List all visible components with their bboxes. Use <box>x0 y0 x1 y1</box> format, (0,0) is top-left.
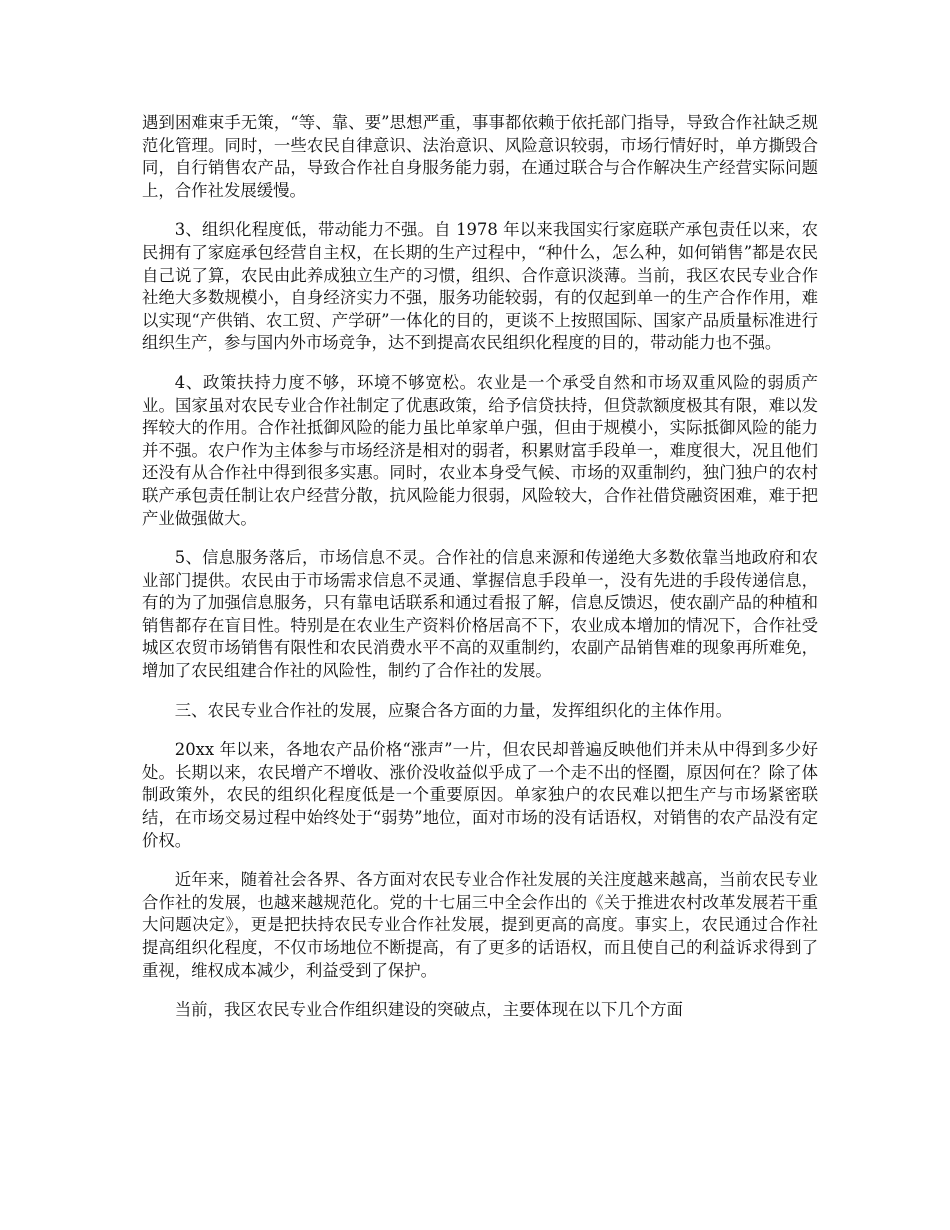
document-body <box>142 112 818 1039</box>
paragraph-point-4: 4、政策扶持力度不够，环境不够宽松。农业是一个承受自然和市场双重风险的弱质产业。国家虽对农民专业合作社制定了优惠政策，给予信贷扶持，但贷款额度极其有限，难以发挥较大的作用。合作社抵御风险的能力虽比单家单户强，但由于规模小，实际抵御风险的能力并不强。农户作为主体参与市场经济是相对的弱者，积累财富手段单一，难度很大，况且他们还没有从合作社中得到很多实惠。同时，农业本身受气候、市场的双重制约，独门独户的农村联产承包责任制让农户经营分散，抗风险能力很弱，风险较大，合作社借贷融资困难，难于把产业做强做大。 <box>142 372 818 528</box>
paragraph-point-3: 3、组织化程度低，带动能力不强。自 1978 年以来我国实行家庭联产承包责任以来，农民拥有了家庭承包经营自主权，在长期的生产过程中，“种什么，怎么种，如何销售”都是农民自己说了算，农民由此养成独立生产的习惯，组织、合作意识淡薄。当前，我区农民专业合作社绝大多数规模小，自身经济实力不强，服务功能较弱，有的仅起到单一的生产合作作用，难以实现“产供销、农工贸、产学研”一体化的目的，更谈不上按照国际、国家产品质量标准进行组织生产，参与国内外市场竞争，达不到提高农民组织化程度的目的，带动能力也不强。 <box>142 220 818 353</box>
paragraph-price-rise: 20xx 年以来，各地农产品价格“涨声”一片，但农民却普遍反映他们并未从中得到多少好处。长期以来，农民增产不增收、涨价没收益似乎成了一个走不出的怪圈，原因何在？除了体制政策外，农民的组织化程度低是一个重要原因。单家独户的农民难以把生产与市场紧密联结，在市场交易过程中始终处于“弱势”地位，面对市场的没有话语权，对销售的农产品没有定价权。 <box>142 740 818 850</box>
paragraph-point-5: 5、信息服务落后，市场信息不灵。合作社的信息来源和传递绝大多数依靠当地政府和农业部门提供。农民由于市场需求信息不灵通、掌握信息手段单一，没有先进的手段传递信息，有的为了加强信息服务，只有靠电话联系和通过看报了解，信息反馈迟，使农副产品的种植和销售都存在盲目性。特别是在农业生产资料价格居高不下，农业成本增加的情况下，合作社受城区农贸市场销售有限性和农民消费水平不高的双重制约，农副产品销售难的现象再所难免，增加了农民组建合作社的风险性，制约了合作社的发展。 <box>142 548 818 681</box>
section-heading-3: 三、农民专业合作社的发展，应聚合各方面的力量，发挥组织化的主体作用。 <box>174 700 733 720</box>
paragraph-recent-years: 近年来，随着社会各界、各方面对农民专业合作社发展的关注度越来越高，当前农民专业合作社的发展，也越来越规范化。党的十七届三中全会作出的《关于推进农村改革发展若干重大问题决定》，更是把扶持农民专业合作社发展，提到更高的高度。事实上，农民通过合作社提高组织化程度，不仅市场地位不断提高，有了更多的话语权，而且使自己的利益诉求得到了重视，维权成本减少，利益受到了保护。 <box>142 870 818 980</box>
paragraph-continuation: 遇到困难束手无策，“等、靠、要”思想严重，事事都依赖于依托部门指导，导致合作社缺乏规范化管理。同时，一些农民自律意识、法治意识、风险意识较弱，市场行情好时，单方撕毁合同，自行销售农产品，导致合作社自身服务能力弱，在通过联合与合作解决生产经营实际问题上，合作社发展缓慢。 <box>142 113 818 200</box>
paragraph-breakthrough: 当前，我区农民专业合作组织建设的突破点，主要体现在以下几个方面 <box>174 1000 683 1020</box>
